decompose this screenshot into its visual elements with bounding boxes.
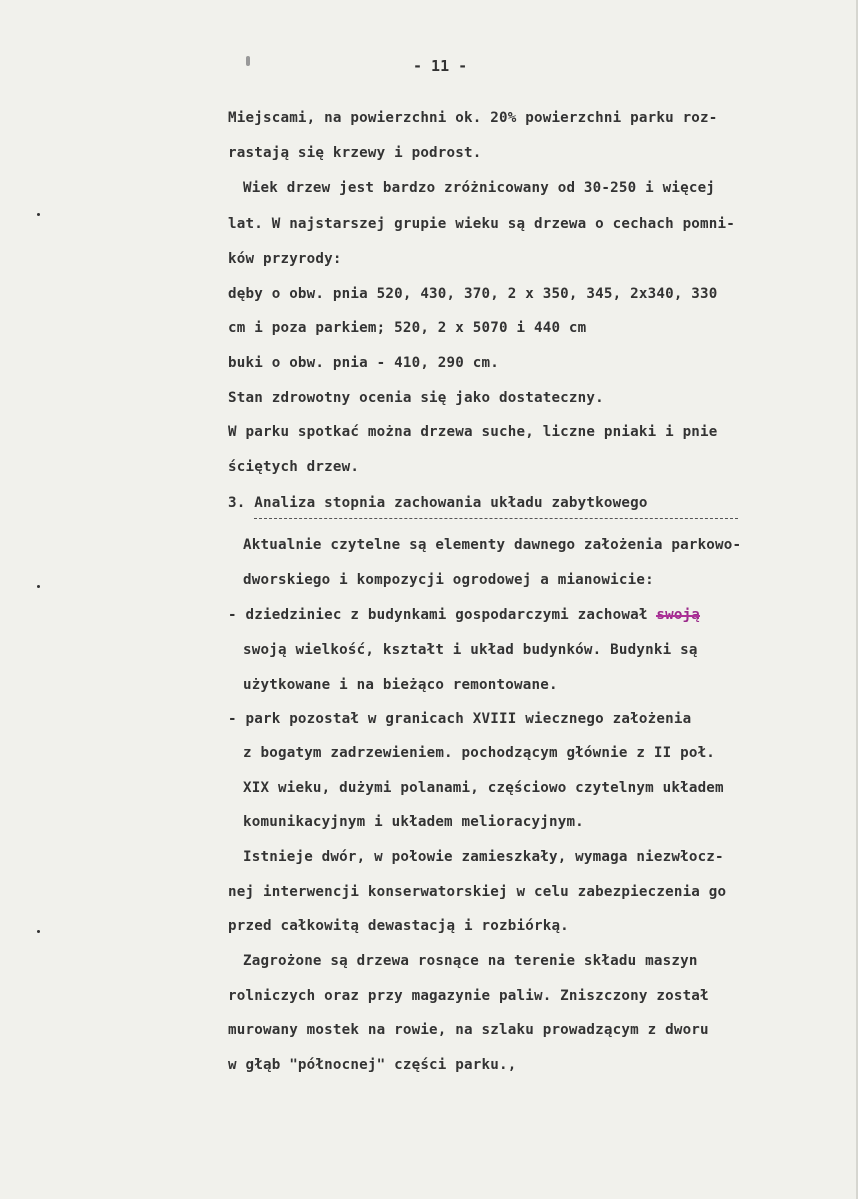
text-line: Wiek drzew jest bardzo zróżnicowany od 30-250 i więcej bbox=[243, 180, 716, 196]
text-line: ściętych drzew. bbox=[228, 459, 360, 475]
text-line: dworskiego i kompozycji ogrodowej a mianowicie: bbox=[243, 572, 654, 588]
text-line: - park pozostał w granicach XVIII wiecznego założenia bbox=[228, 711, 692, 727]
text-line: rastają się krzewy i podrost. bbox=[228, 145, 482, 161]
text-line: XIX wieku, dużymi polanami, częściowo czytelnym układem bbox=[243, 780, 724, 796]
text-line: Aktualnie czytelne są elementy dawnego założenia parkowo- bbox=[243, 537, 742, 553]
text-line: Istnieje dwór, w połowie zamieszkały, wymaga niezwłocz- bbox=[243, 849, 724, 865]
section-heading: 3. Analiza stopnia zachowania układu zabytkowego bbox=[228, 495, 648, 511]
margin-dot bbox=[37, 585, 40, 588]
text-line: Zagrożone są drzewa rosnące na terenie składu maszyn bbox=[243, 953, 698, 969]
text-line: użytkowane i na bieżąco remontowane. bbox=[243, 677, 558, 693]
bullet-text: - dziedziniec z budynkami gospodarczymi zachował bbox=[228, 607, 657, 623]
text-line: buki o obw. pnia - 410, 290 cm. bbox=[228, 355, 499, 371]
text-line: swoją wielkość, kształt i układ budynków. Budynki są bbox=[243, 642, 698, 658]
text-line: przed całkowitą dewastacją i rozbiórką. bbox=[228, 918, 569, 934]
text-line bbox=[228, 607, 700, 623]
page-number: - 11 - bbox=[413, 57, 468, 75]
text-line: dęby o obw. pnia 520, 430, 370, 2 x 350, 345, 2x340, 330 bbox=[228, 286, 718, 302]
margin-dot bbox=[37, 930, 40, 933]
text-line: ków przyrody: bbox=[228, 251, 342, 267]
text-line: z bogatym zadrzewieniem. pochodzącym głównie z II poł. bbox=[243, 745, 716, 761]
struck-word: swoją bbox=[656, 607, 701, 623]
heading-underline bbox=[254, 518, 738, 519]
text-line: w głąb "północnej" części parku., bbox=[228, 1057, 517, 1073]
text-line: murowany mostek na rowie, na szlaku prowadzącym z dworu bbox=[228, 1022, 709, 1038]
text-line: komunikacyjnym i układem melioracyjnym. bbox=[243, 814, 584, 830]
text-line: lat. W najstarszej grupie wieku są drzewa o cechach pomni- bbox=[228, 216, 736, 232]
text-line: rolniczych oraz przy magazynie paliw. Zniszczony został bbox=[228, 988, 709, 1004]
margin-dot bbox=[37, 213, 40, 216]
text-line: W parku spotkać można drzewa suche, liczne pniaki i pnie bbox=[228, 424, 718, 440]
binding-mark bbox=[246, 56, 250, 66]
text-line: nej interwencji konserwatorskiej w celu zabezpieczenia go bbox=[228, 884, 727, 900]
text-line: Stan zdrowotny ocenia się jako dostateczny. bbox=[228, 390, 604, 406]
text-line: cm i poza parkiem; 520, 2 x 5070 i 440 cm bbox=[228, 320, 587, 336]
text-line: Miejscami, na powierzchni ok. 20% powierzchni parku roz- bbox=[228, 110, 718, 126]
